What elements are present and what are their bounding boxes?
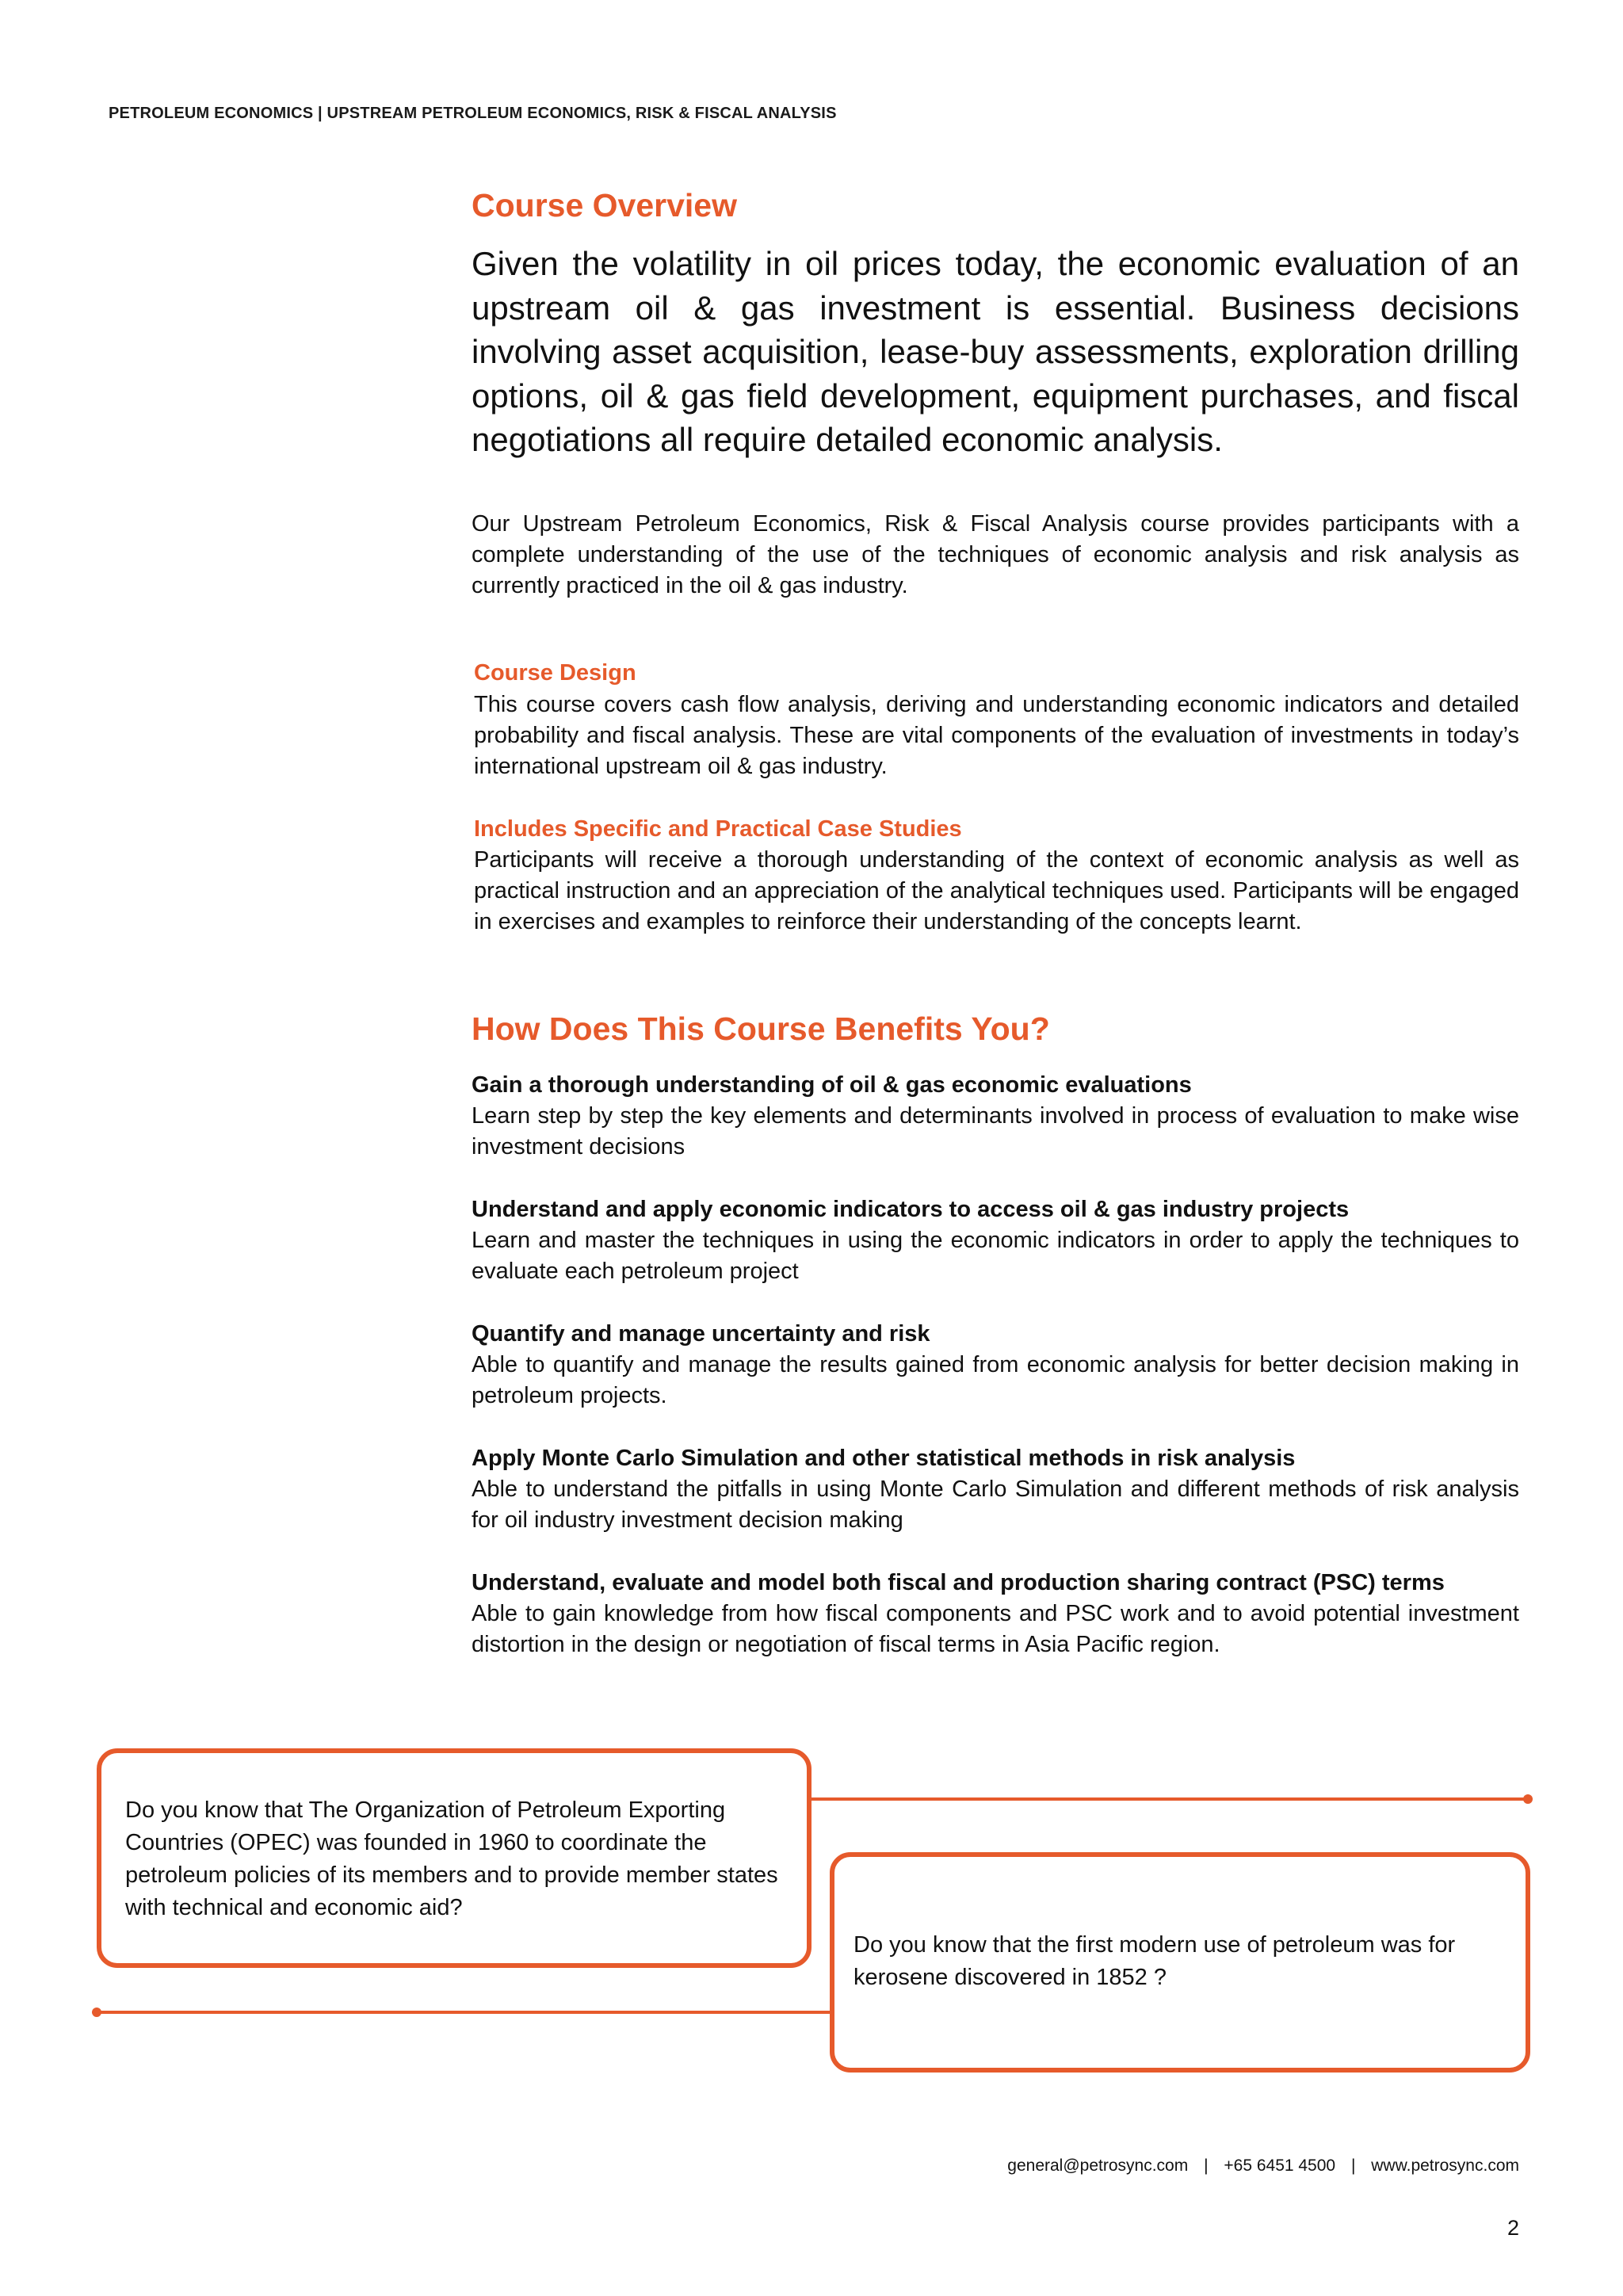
opec-fact-text: Do you know that The Organization of Petroleum Exporting Countries (OPEC) was founded in 1960 to coordinate the petroleum policies of its members and to provide member states with technical and economic aid?	[125, 1797, 778, 1920]
case-studies-title: Includes Specific and Practical Case Studies	[474, 816, 962, 842]
benefit-heading: Gain a thorough understanding of oil & gas economic evaluations	[472, 1072, 1192, 1098]
kerosene-fact-box	[830, 1852, 1530, 2073]
email-link[interactable]: general@petrosync.com	[1007, 2157, 1189, 2175]
kerosene-fact-text: Do you know that the first modern use of petroleum was for kerosene discovered in 1852 ?	[854, 1932, 1456, 1990]
overview-intro: Our Upstream Petroleum Economics, Risk & Fiscal Analysis course provides participants with a complete understanding of the use of the techniques of economic analysis and risk analysis as currently practiced in the oil & gas industry.	[472, 511, 1519, 598]
running-header: PETROLEUM ECONOMICS | UPSTREAM PETROLEUM ECONOMICS, RISK & FISCAL ANALYSIS	[109, 105, 837, 122]
footer-separator: |	[1204, 2157, 1209, 2175]
connector-line	[807, 1797, 1529, 1801]
benefits-title: How Does This Course Benefits You?	[472, 1010, 1050, 1047]
connector-line	[98, 2011, 832, 2014]
benefit-body: Learn and master the techniques in using the economic indicators in order to apply the techniques to evaluate each petroleum project	[472, 1228, 1519, 1284]
course-overview-title: Course Overview	[472, 187, 737, 223]
website-link[interactable]: www.petrosync.com	[1371, 2157, 1519, 2175]
phone-number: +65 6451 4500	[1224, 2157, 1336, 2175]
opec-fact-box	[97, 1748, 812, 1968]
benefit-body: Learn step by step the key elements and determinants involved in process of evaluation to make wise investment decisions	[472, 1103, 1519, 1159]
benefit-heading: Understand, evaluate and model both fiscal and production sharing contract (PSC) terms	[472, 1570, 1445, 1595]
benefit-heading: Apply Monte Carlo Simulation and other statistical methods in risk analysis	[472, 1446, 1296, 1471]
benefit-body: Able to understand the pitfalls in using Monte Carlo Simulation and different methods of risk analysis for oil industry investment decision making	[472, 1477, 1519, 1533]
benefit-heading: Understand and apply economic indicators to access oil & gas industry projects	[472, 1197, 1350, 1222]
overview-lead: Given the volatility in oil prices today, the economic evaluation of an upstream oil & gas investment is essential. Business decisions involving asset acquisition, lease-buy assessments, exploration drilling options, oil & gas field development, equipment purchases, and fiscal negotiations all require detailed economic analysis.	[472, 245, 1519, 458]
footer-separator: |	[1350, 2157, 1356, 2175]
benefit-body: Able to gain knowledge from how fiscal components and PSC work and to avoid potential investment distortion in the design or negotiation of fiscal terms in Asia Pacific region.	[472, 1601, 1519, 1657]
case-studies-body: Participants will receive a thorough understanding of the context of economic analysis as well as practical instruction and an appreciation of the analytical techniques used. Participants will be engaged in exercises and examples to reinforce their understanding of the concepts learnt.	[474, 847, 1519, 934]
connector-dot	[92, 2008, 101, 2017]
page-number: 2	[1507, 2216, 1519, 2240]
course-design-title: Course Design	[474, 660, 636, 686]
course-design-body: This course covers cash flow analysis, deriving and understanding economic indicators and detailed probability and fiscal analysis. These are vital components of the evaluation of investments in today’s international upstream oil & gas industry.	[474, 692, 1519, 779]
connector-dot	[1523, 1794, 1533, 1804]
benefit-body: Able to quantify and manage the results gained from economic analysis for better decision making in petroleum projects.	[472, 1352, 1519, 1408]
benefit-heading: Quantify and manage uncertainty and risk	[472, 1321, 930, 1347]
contact-footer	[1007, 2157, 1519, 2176]
